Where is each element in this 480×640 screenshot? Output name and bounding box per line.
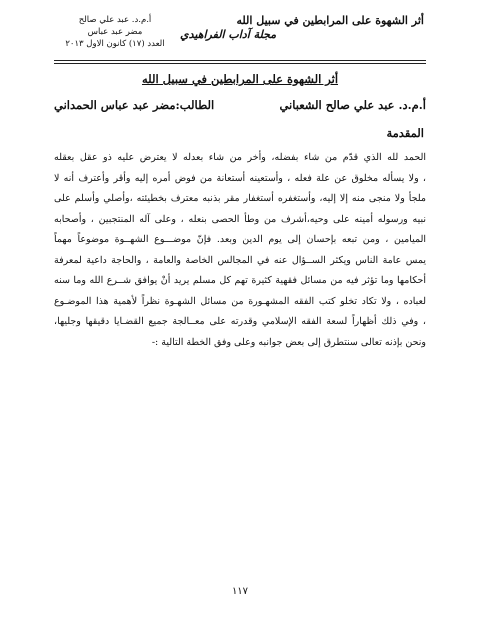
- body-line: لعباده ، ولا تكاد تخلو كتب الفقه المشهـورة من مسائل الشهـوة نظراً لأهمية هذا الموضـوع: [54, 295, 426, 307]
- intro-heading: المقدمة: [386, 126, 424, 140]
- header-journal-name: مجلة آداب الفراهيدي: [180, 28, 277, 41]
- header-issue: العدد (١٧) كانون الاول ٢٠١٣: [65, 39, 165, 49]
- body-line: الميامين ، ومن تبعه بإحسان إلى يوم الدين وبعد. فإنّ موضـــوع الشهــوة موضوعاً مهماً: [54, 234, 426, 245]
- article-body: [54, 148, 426, 353]
- page-number: ١١٧: [231, 586, 249, 597]
- author-student: الطالب:مضر عبد عباس الحمداني: [54, 98, 215, 112]
- body-line: ونحن بإذنه تعالى سنتطرق إلى بعض جوانبه وعلى وفق الخطة التالية :-: [151, 336, 426, 348]
- body-line: أحكامها وما تؤثر فيه من مسائل فقهية كثيرة تهم كل مسلم يريد أنْ يوافق شــرع الله وما سنه: [54, 275, 426, 286]
- body-line: الحمد لله الذي قدّم من شاء بفضله، وأخر من شاء بعدله لا يعترض عليه ذو عقل بعقله: [54, 152, 426, 163]
- body-line: ملجأ ولا منجى منه إلا إليه، وأستغفره أستغفار مقر بذنبه معترف بخطيئته ،وأصلي وأسلم على: [54, 193, 426, 204]
- article-title: أثر الشهوة على المرابطين في سبيل الله: [141, 72, 339, 86]
- body-line: ، ولا يسأله مخلوق عن علة فعله ، وأستعينه أستعانة من فوض أمره إليه وأقر وأعترف أنه لا: [54, 172, 426, 184]
- header-author-info: [60, 14, 170, 50]
- body-line: يمس عامة الناس ويكثر الســؤال عنه في المجالس الخاصة والعامة ، والحاجة داعية لمعرفة: [54, 254, 426, 266]
- header-divider-thin: [54, 63, 426, 64]
- article-authors: [54, 98, 426, 114]
- body-line: ، وفي ذلك أظهاراً لسعة الفقه الإسلامي وقدرته على معــالجة جميع القضـايا دقيقها وجليها،: [54, 316, 426, 327]
- header-running-title: أثر الشهوة على المرابطين في سبيل الله: [236, 14, 424, 27]
- author-main: أ.م.د. عبد علي صالح الشعباني: [279, 98, 426, 112]
- header-divider: [54, 60, 426, 61]
- header-author2: مضر عبد عباس: [87, 27, 143, 37]
- body-line: نبيه ورسوله أمينه على وحيه،أشرف من وطأ الحصى بنعله ، وعلى آله المنتجبين ، وأصحابه: [54, 213, 426, 225]
- header-author1: أ.م.د. عبد علي صالح: [78, 15, 152, 25]
